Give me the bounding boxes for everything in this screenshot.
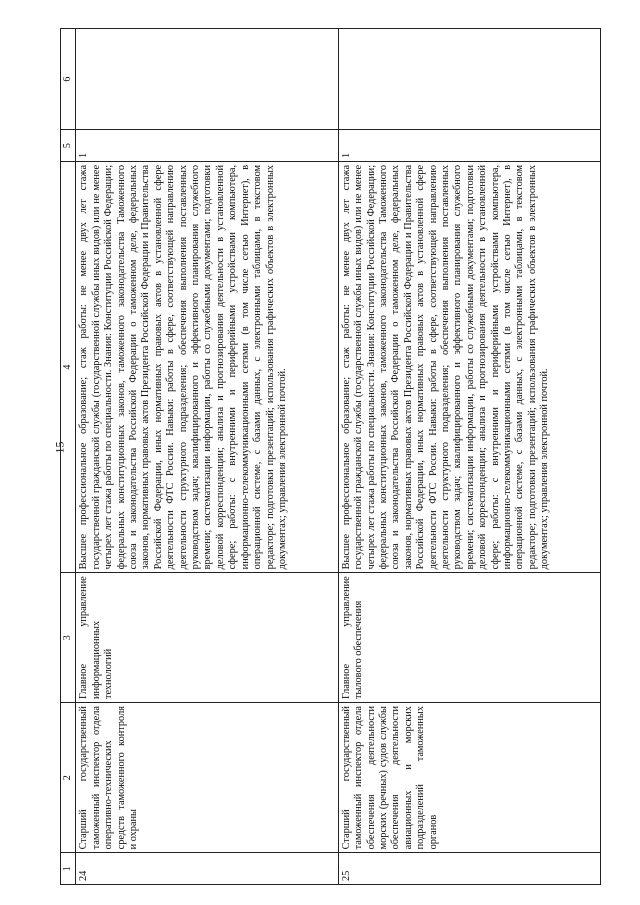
department-name: Главное управление тылового обеспечения bbox=[338, 573, 600, 703]
table-header-row bbox=[61, 29, 76, 885]
position-title: Старший государственный таможенный инспектор отдела обеспечения деятельности морских (речных) судов службы обеспечения деятельности авиационных и морских подразделений таможенных органов bbox=[338, 703, 600, 853]
column-5-value: 1 bbox=[338, 130, 600, 162]
column-6-value bbox=[76, 29, 338, 130]
header-cell-5: 5 bbox=[61, 130, 76, 162]
table-row bbox=[76, 29, 338, 885]
positions-table bbox=[60, 28, 601, 885]
header-cell-6: 6 bbox=[61, 29, 76, 130]
header-cell-4: 4 bbox=[61, 161, 76, 572]
position-title: Старший государственный таможенный инспектор отдела оперативно-технических средств таможенного контроля и охраны bbox=[76, 703, 338, 853]
table-row bbox=[338, 29, 600, 885]
row-number: 24 bbox=[76, 853, 338, 885]
qualification-requirements: Высшее профессиональное образование; стаж работы: не менее двух лет стажа государственной гражданской службы (государственной службы иных видов) или не менее четырех лет стажа работы по специальности. Знания: Конституции Российской Федерации; федеральных конституционных законов, таможенного законодательства Таможенного союза и законодательства Российской Федерации о таможенном деле, федеральных законов, нормативных правовых актов Президента Российской Федерации и Правительства Российской Федерации, иных нормативных правовых актов в установленной сфере деятельности ФТС России. Навыки: работы в сфере, соответствующей направлению деятельности структурного подразделения; обеспечения выполнения поставленных руководством задач; квалифицированного и эффективного планирования служебного времени; систематизации информации, работы со служебными документами; подготовки деловой корреспонденции; анализа и прогнозирования деятельности в установленной сфере; работы: с внутренними и периферийными устройствами компьютера, информационно-телекоммуникационными сетями (в том числе сетью Интернет), в операционной системе, с базами данных, с электронными таблицами, в текстовом редакторе; подготовки презентаций; использования графических объектов в электронных документах; управления электронной почтой. bbox=[76, 161, 338, 572]
qualification-requirements: Высшее профессиональное образование; стаж работы: не менее двух лет стажа государственной гражданской службы (государственной службы иных видов) или не менее четырех лет стажа работы по специальности. Знания: Конституции Российской Федерации; федеральных конституционных законов, таможенного законодательства Таможенного союза и законодательства Российской Федерации о таможенном деле, федеральных законов, нормативных правовых актов Президента Российской Федерации и Правительства Российской Федерации, иных нормативных правовых актов в установленной сфере деятельности ФТС России. Навыки: работы в сфере, соответствующей направлению деятельности структурного подразделения; обеспечения выполнения поставленных руководством задач; квалифицированного и эффективного планирования служебного времени; систематизации информации, работы со служебными документами; подготовки деловой корреспонденции; анализа и прогнозирования деятельности в установленной сфере; работы: с внутренними и периферийными устройствами компьютера, информационно-телекоммуникационными сетями (в том числе сетью Интернет), в операционной системе, с базами данных, с электронными таблицами, в текстовом редакторе; подготовки презентаций; использования графических объектов в электронных документах; управления электронной почтой. bbox=[338, 161, 600, 572]
column-5-value: 1 bbox=[76, 130, 338, 162]
row-number: 25 bbox=[338, 853, 600, 885]
column-6-value bbox=[338, 29, 600, 130]
header-cell-3: 3 bbox=[61, 573, 76, 703]
header-cell-2: 2 bbox=[61, 703, 76, 853]
department-name: Главное управление информационных технологий bbox=[76, 573, 338, 703]
rotated-table-wrapper bbox=[60, 28, 601, 885]
page-number: 15 bbox=[52, 441, 67, 454]
header-cell-1: 1 bbox=[61, 853, 76, 885]
